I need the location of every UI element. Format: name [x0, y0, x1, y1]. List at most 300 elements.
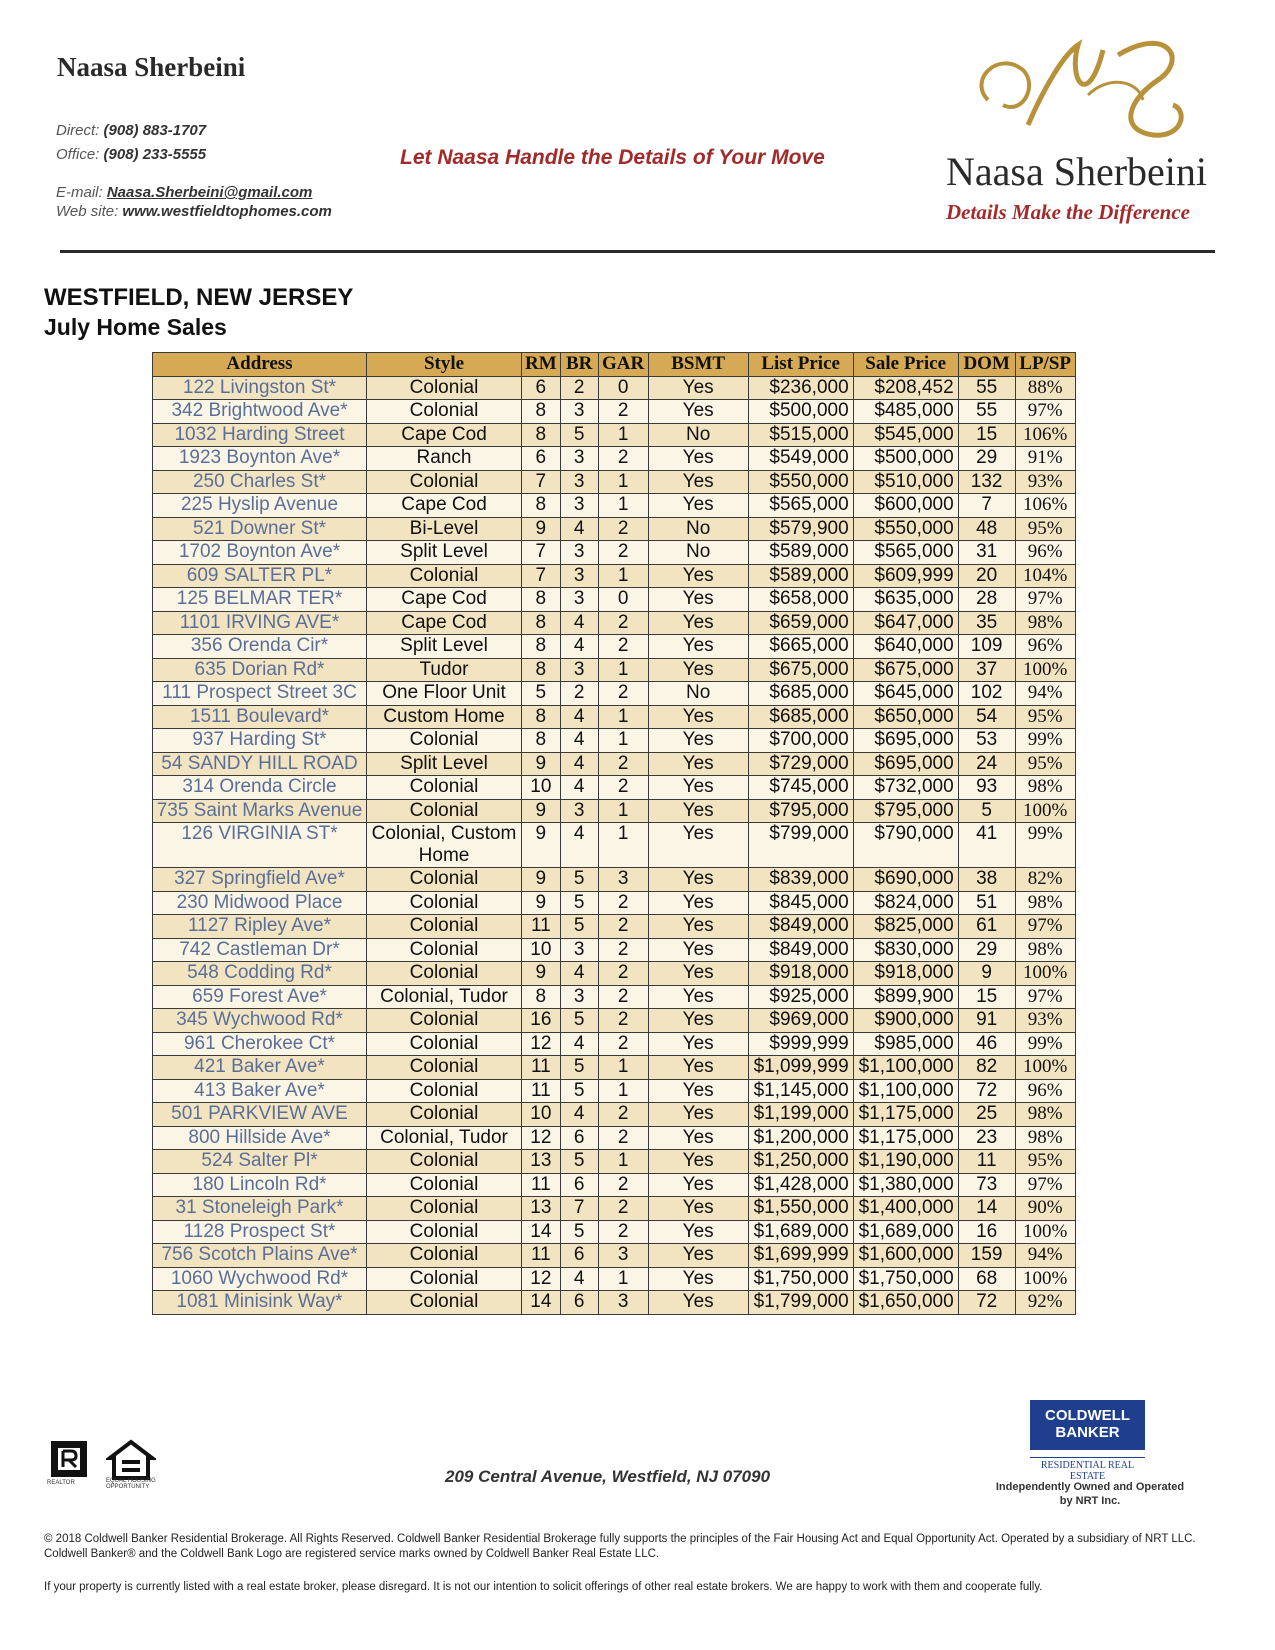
- table-cell: 31: [958, 541, 1015, 565]
- table-cell: $745,000: [748, 776, 853, 800]
- table-cell: 6: [560, 1126, 598, 1150]
- table-cell: 12: [522, 1032, 561, 1056]
- table-cell: $1,145,000: [748, 1079, 853, 1103]
- table-cell: 1: [598, 705, 648, 729]
- table-cell: 11: [522, 1173, 561, 1197]
- table-cell: Yes: [648, 868, 748, 892]
- table-cell: No: [648, 423, 748, 447]
- table-cell: 1: [598, 564, 648, 588]
- table-cell: Yes: [648, 376, 748, 400]
- website-link[interactable]: www.westfieldtophomes.com: [122, 203, 332, 220]
- table-cell: 3: [560, 658, 598, 682]
- table-cell: Cape Cod: [367, 611, 522, 635]
- table-cell: $645,000: [853, 682, 958, 706]
- table-cell: 10: [522, 938, 561, 962]
- table-cell: 2: [598, 891, 648, 915]
- table-cell: 100%: [1015, 1056, 1075, 1080]
- agent-name: Naasa Sherbeini: [57, 52, 246, 82]
- table-cell: $665,000: [748, 635, 853, 659]
- table-cell: 55: [958, 376, 1015, 400]
- table-cell: Yes: [648, 658, 748, 682]
- table-cell: $1,550,000: [748, 1197, 853, 1221]
- table-cell: 3: [560, 494, 598, 518]
- table-cell: $515,000: [748, 423, 853, 447]
- table-row: [153, 470, 1076, 494]
- table-cell: 9: [522, 799, 561, 823]
- tagline: Let Naasa Handle the Details of Your Move: [400, 146, 825, 169]
- logo-slogan: Details Make the Difference: [946, 200, 1190, 224]
- address-cell: 524 Salter Pl*: [153, 1150, 367, 1174]
- table-cell: Colonial: [367, 1173, 522, 1197]
- table-row: [153, 752, 1076, 776]
- table-cell: 4: [560, 752, 598, 776]
- table-cell: Cape Cod: [367, 494, 522, 518]
- address-cell: 1127 Ripley Ave*: [153, 915, 367, 939]
- table-cell: $1,100,000: [853, 1079, 958, 1103]
- table-cell: 37: [958, 658, 1015, 682]
- table-row: [153, 682, 1076, 706]
- table-cell: $500,000: [853, 447, 958, 471]
- table-cell: 8: [522, 658, 561, 682]
- table-cell: No: [648, 517, 748, 541]
- table-cell: $647,000: [853, 611, 958, 635]
- table-cell: 1: [598, 729, 648, 753]
- table-cell: 0: [598, 376, 648, 400]
- table-cell: 97%: [1015, 915, 1075, 939]
- table-cell: $824,000: [853, 891, 958, 915]
- table-cell: 92%: [1015, 1291, 1075, 1315]
- table-cell: 29: [958, 447, 1015, 471]
- table-cell: 2: [598, 962, 648, 986]
- table-cell: Colonial: [367, 799, 522, 823]
- table-cell: 82: [958, 1056, 1015, 1080]
- table-cell: 3: [560, 938, 598, 962]
- table-cell: 35: [958, 611, 1015, 635]
- table-cell: 7: [958, 494, 1015, 518]
- address-cell: 356 Orenda Cir*: [153, 635, 367, 659]
- cb-owned-line1: Independently Owned and Operated: [995, 1481, 1185, 1493]
- table-cell: 2: [598, 915, 648, 939]
- table-cell: 95%: [1015, 1150, 1075, 1174]
- column-header: RM: [522, 353, 561, 377]
- table-row: [153, 1009, 1076, 1033]
- table-cell: 4: [560, 776, 598, 800]
- table-cell: Yes: [648, 1079, 748, 1103]
- table-row: [153, 1079, 1076, 1103]
- office-phone-line: [56, 146, 206, 163]
- table-cell: 159: [958, 1244, 1015, 1268]
- table-cell: 2: [598, 1009, 648, 1033]
- table-cell: 98%: [1015, 611, 1075, 635]
- table-cell: 6: [560, 1291, 598, 1315]
- column-header: DOM: [958, 353, 1015, 377]
- column-header: Address: [153, 353, 367, 377]
- table-cell: 98%: [1015, 1126, 1075, 1150]
- table-cell: Yes: [648, 447, 748, 471]
- agent-logo: [938, 30, 1238, 230]
- table-cell: $1,199,000: [748, 1103, 853, 1127]
- table-cell: 3: [560, 400, 598, 424]
- table-cell: $925,000: [748, 985, 853, 1009]
- table-cell: Yes: [648, 1009, 748, 1033]
- table-cell: $899,900: [853, 985, 958, 1009]
- table-cell: Split Level: [367, 635, 522, 659]
- table-cell: Yes: [648, 938, 748, 962]
- table-cell: 5: [560, 1079, 598, 1103]
- table-cell: 1: [598, 470, 648, 494]
- website-label: Web site:: [56, 203, 119, 220]
- table-cell: Colonial: [367, 962, 522, 986]
- address-cell: 314 Orenda Circle: [153, 776, 367, 800]
- address-cell: 250 Charles St*: [153, 470, 367, 494]
- table-cell: Split Level: [367, 541, 522, 565]
- table-cell: 3: [560, 470, 598, 494]
- table-cell: $849,000: [748, 938, 853, 962]
- table-cell: $918,000: [748, 962, 853, 986]
- table-cell: $500,000: [748, 400, 853, 424]
- table-cell: 93: [958, 776, 1015, 800]
- table-cell: 1: [598, 1267, 648, 1291]
- table-cell: Yes: [648, 564, 748, 588]
- table-cell: Yes: [648, 799, 748, 823]
- address-cell: 548 Codding Rd*: [153, 962, 367, 986]
- table-cell: 9: [958, 962, 1015, 986]
- table-cell: Colonial: [367, 915, 522, 939]
- address-cell: 126 VIRGINIA ST*: [153, 823, 367, 868]
- table-cell: 4: [560, 705, 598, 729]
- table-cell: 0: [598, 588, 648, 612]
- table-row: [153, 823, 1076, 868]
- table-cell: 2: [598, 635, 648, 659]
- table-cell: $550,000: [748, 470, 853, 494]
- address-cell: 342 Brightwood Ave*: [153, 400, 367, 424]
- address-cell: 31 Stoneleigh Park*: [153, 1197, 367, 1221]
- table-cell: 4: [560, 1103, 598, 1127]
- table-cell: 8: [522, 705, 561, 729]
- table-cell: 106%: [1015, 423, 1075, 447]
- table-cell: $830,000: [853, 938, 958, 962]
- table-row: [153, 658, 1076, 682]
- table-cell: 96%: [1015, 635, 1075, 659]
- table-cell: $700,000: [748, 729, 853, 753]
- table-cell: 6: [522, 447, 561, 471]
- table-cell: 2: [598, 985, 648, 1009]
- address-cell: 1101 IRVING AVE*: [153, 611, 367, 635]
- table-cell: Colonial: [367, 1197, 522, 1221]
- cb-owned-line2: by NRT Inc.: [1059, 1495, 1121, 1507]
- table-cell: 1: [598, 658, 648, 682]
- table-cell: 2: [598, 447, 648, 471]
- table-cell: 10: [522, 1103, 561, 1127]
- table-cell: 95%: [1015, 517, 1075, 541]
- column-header: BR: [560, 353, 598, 377]
- table-cell: 3: [560, 588, 598, 612]
- table-cell: $918,000: [853, 962, 958, 986]
- address-cell: 501 PARKVIEW AVE: [153, 1103, 367, 1127]
- table-cell: 13: [522, 1197, 561, 1221]
- table-row: [153, 635, 1076, 659]
- table-cell: $510,000: [853, 470, 958, 494]
- table-row: [153, 376, 1076, 400]
- table-cell: 6: [560, 1173, 598, 1197]
- table-cell: 11: [522, 1056, 561, 1080]
- table-cell: $1,200,000: [748, 1126, 853, 1150]
- table-cell: Yes: [648, 494, 748, 518]
- table-cell: Yes: [648, 611, 748, 635]
- table-cell: 94%: [1015, 1244, 1075, 1268]
- column-header: LP/SP: [1015, 353, 1075, 377]
- table-cell: 98%: [1015, 938, 1075, 962]
- address-cell: 421 Baker Ave*: [153, 1056, 367, 1080]
- table-cell: Cape Cod: [367, 588, 522, 612]
- email-line: [56, 184, 312, 201]
- office-address: 209 Central Avenue, Westfield, NJ 07090: [445, 1467, 771, 1486]
- table-cell: 7: [522, 541, 561, 565]
- office-label: Office:: [56, 146, 100, 163]
- table-row: [153, 541, 1076, 565]
- page-title: WESTFIELD, NEW JERSEY: [44, 284, 354, 311]
- table-row: [153, 776, 1076, 800]
- table-cell: 1: [598, 494, 648, 518]
- table-cell: Colonial: [367, 1150, 522, 1174]
- direct-phone-line: [56, 122, 206, 139]
- table-cell: 55: [958, 400, 1015, 424]
- table-cell: 102: [958, 682, 1015, 706]
- table-row: [153, 915, 1076, 939]
- table-cell: 16: [522, 1009, 561, 1033]
- table-cell: Colonial, Tudor: [367, 985, 522, 1009]
- table-row: [153, 705, 1076, 729]
- address-cell: 521 Downer St*: [153, 517, 367, 541]
- table-cell: 20: [958, 564, 1015, 588]
- table-cell: 8: [522, 729, 561, 753]
- table-cell: 25: [958, 1103, 1015, 1127]
- ns-monogram-icon: [968, 30, 1198, 150]
- table-cell: 96%: [1015, 1079, 1075, 1103]
- table-cell: $900,000: [853, 1009, 958, 1033]
- table-cell: Yes: [648, 1173, 748, 1197]
- table-row: [153, 1126, 1076, 1150]
- table-cell: Colonial: [367, 1267, 522, 1291]
- table-row: [153, 494, 1076, 518]
- table-cell: 9: [522, 962, 561, 986]
- table-cell: 97%: [1015, 588, 1075, 612]
- table-cell: 97%: [1015, 1173, 1075, 1197]
- table-cell: 72: [958, 1291, 1015, 1315]
- table-cell: 100%: [1015, 962, 1075, 986]
- table-cell: $565,000: [748, 494, 853, 518]
- table-cell: 1: [598, 1150, 648, 1174]
- table-cell: 8: [522, 635, 561, 659]
- table-cell: 9: [522, 823, 561, 868]
- table-cell: Yes: [648, 962, 748, 986]
- table-cell: 1: [598, 423, 648, 447]
- table-cell: Colonial: [367, 400, 522, 424]
- table-cell: 3: [560, 564, 598, 588]
- table-cell: 99%: [1015, 1032, 1075, 1056]
- table-cell: 4: [560, 611, 598, 635]
- table-cell: 9: [522, 752, 561, 776]
- table-cell: Colonial: [367, 938, 522, 962]
- table-cell: 5: [560, 1220, 598, 1244]
- table-cell: 2: [598, 517, 648, 541]
- table-cell: 3: [560, 541, 598, 565]
- email-link[interactable]: Naasa.Sherbeini@gmail.com: [106, 184, 313, 201]
- table-cell: 11: [958, 1150, 1015, 1174]
- table-cell: 2: [598, 1032, 648, 1056]
- table-cell: 5: [560, 1009, 598, 1033]
- table-cell: 28: [958, 588, 1015, 612]
- table-cell: Yes: [648, 1032, 748, 1056]
- table-cell: $545,000: [853, 423, 958, 447]
- table-cell: 8: [522, 611, 561, 635]
- table-cell: 5: [958, 799, 1015, 823]
- table-cell: 2: [560, 376, 598, 400]
- cb-line1: COLDWELL: [1045, 1407, 1130, 1424]
- table-cell: Cape Cod: [367, 423, 522, 447]
- realtor-label: REALTOR: [47, 1480, 75, 1486]
- equal-housing-label: EQUAL HOUSING OPPORTUNITY: [106, 1478, 156, 1490]
- table-cell: 1: [598, 799, 648, 823]
- table-row: [153, 400, 1076, 424]
- table-cell: $1,380,000: [853, 1173, 958, 1197]
- direct-phone[interactable]: (908) 883-1707: [103, 122, 207, 139]
- table-row: [153, 891, 1076, 915]
- table-cell: $485,000: [853, 400, 958, 424]
- address-cell: 54 SANDY HILL ROAD: [153, 752, 367, 776]
- table-cell: Yes: [648, 729, 748, 753]
- address-cell: 937 Harding St*: [153, 729, 367, 753]
- logo-name: Naasa Sherbeini: [946, 149, 1208, 194]
- table-cell: 4: [560, 823, 598, 868]
- table-cell: $985,000: [853, 1032, 958, 1056]
- table-cell: $732,000: [853, 776, 958, 800]
- website-line: [56, 203, 332, 220]
- table-cell: Colonial: [367, 564, 522, 588]
- table-cell: 8: [522, 985, 561, 1009]
- table-cell: $1,750,000: [853, 1267, 958, 1291]
- address-cell: 635 Dorian Rd*: [153, 658, 367, 682]
- table-row: [153, 447, 1076, 471]
- table-cell: 9: [522, 868, 561, 892]
- address-cell: 756 Scotch Plains Ave*: [153, 1244, 367, 1268]
- table-cell: 98%: [1015, 891, 1075, 915]
- table-cell: 12: [522, 1126, 561, 1150]
- table-cell: 91: [958, 1009, 1015, 1033]
- address-cell: 742 Castleman Dr*: [153, 938, 367, 962]
- table-cell: 93%: [1015, 470, 1075, 494]
- table-cell: 16: [958, 1220, 1015, 1244]
- address-cell: 122 Livingston St*: [153, 376, 367, 400]
- table-cell: $650,000: [853, 705, 958, 729]
- header-divider: [60, 250, 1215, 253]
- table-cell: 61: [958, 915, 1015, 939]
- table-cell: 3: [560, 985, 598, 1009]
- table-cell: 1: [598, 823, 648, 868]
- table-cell: 6: [560, 1244, 598, 1268]
- table-cell: $849,000: [748, 915, 853, 939]
- table-row: [153, 729, 1076, 753]
- address-cell: 1128 Prospect St*: [153, 1220, 367, 1244]
- table-cell: Yes: [648, 1103, 748, 1127]
- table-cell: $1,600,000: [853, 1244, 958, 1268]
- table-cell: 82%: [1015, 868, 1075, 892]
- table-cell: Yes: [648, 1197, 748, 1221]
- table-cell: 3: [560, 799, 598, 823]
- table-cell: Colonial: [367, 868, 522, 892]
- table-row: [153, 611, 1076, 635]
- table-cell: $1,400,000: [853, 1197, 958, 1221]
- cb-subtitle: RESIDENTIAL REAL ESTATE: [1030, 1457, 1145, 1482]
- table-cell: $729,000: [748, 752, 853, 776]
- table-cell: $1,428,000: [748, 1173, 853, 1197]
- table-cell: No: [648, 541, 748, 565]
- table-cell: Colonial: [367, 1032, 522, 1056]
- table-cell: $658,000: [748, 588, 853, 612]
- table-cell: 2: [598, 938, 648, 962]
- table-cell: Split Level: [367, 752, 522, 776]
- table-cell: Yes: [648, 1056, 748, 1080]
- table-cell: $1,175,000: [853, 1126, 958, 1150]
- table-cell: 2: [598, 1173, 648, 1197]
- table-cell: $579,900: [748, 517, 853, 541]
- table-row: [153, 588, 1076, 612]
- table-row: [153, 1220, 1076, 1244]
- table-cell: 2: [598, 682, 648, 706]
- table-cell: 97%: [1015, 400, 1075, 424]
- column-header: Sale Price: [853, 353, 958, 377]
- table-cell: No: [648, 682, 748, 706]
- table-row: [153, 564, 1076, 588]
- table-cell: 104%: [1015, 564, 1075, 588]
- table-cell: 100%: [1015, 1267, 1075, 1291]
- table-cell: 4: [560, 729, 598, 753]
- table-cell: 5: [560, 1150, 598, 1174]
- table-cell: 9: [522, 517, 561, 541]
- table-cell: 51: [958, 891, 1015, 915]
- table-cell: 68: [958, 1267, 1015, 1291]
- address-cell: 1702 Boynton Ave*: [153, 541, 367, 565]
- table-cell: 1: [598, 1056, 648, 1080]
- table-cell: Colonial: [367, 1056, 522, 1080]
- address-cell: 1081 Minisink Way*: [153, 1291, 367, 1315]
- table-cell: 53: [958, 729, 1015, 753]
- page-subtitle: July Home Sales: [44, 314, 227, 340]
- table-cell: 90%: [1015, 1197, 1075, 1221]
- table-cell: $550,000: [853, 517, 958, 541]
- table-cell: 4: [560, 635, 598, 659]
- table-cell: 5: [560, 1056, 598, 1080]
- table-cell: Colonial: [367, 1103, 522, 1127]
- table-cell: 6: [522, 376, 561, 400]
- table-cell: $845,000: [748, 891, 853, 915]
- table-cell: 5: [560, 915, 598, 939]
- table-row: [153, 1267, 1076, 1291]
- office-phone[interactable]: (908) 233-5555: [103, 146, 207, 163]
- table-cell: $659,000: [748, 611, 853, 635]
- cb-ownership-note: [985, 1480, 1195, 1508]
- table-cell: 11: [522, 1079, 561, 1103]
- table-cell: $825,000: [853, 915, 958, 939]
- table-cell: $799,000: [748, 823, 853, 868]
- table-cell: 15: [958, 423, 1015, 447]
- table-cell: $695,000: [853, 729, 958, 753]
- table-cell: 2: [598, 611, 648, 635]
- table-cell: Yes: [648, 635, 748, 659]
- table-cell: $1,799,000: [748, 1291, 853, 1315]
- table-cell: 93%: [1015, 1009, 1075, 1033]
- table-cell: 100%: [1015, 799, 1075, 823]
